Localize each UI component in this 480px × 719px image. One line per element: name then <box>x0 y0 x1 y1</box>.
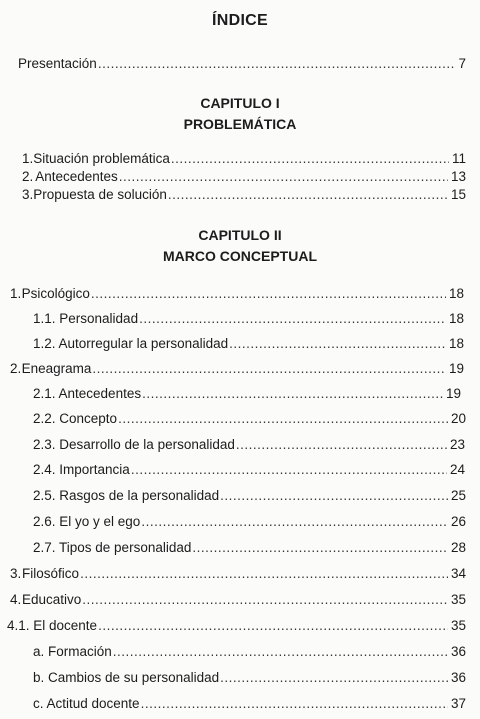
toc-entry-label: Educativo <box>21 592 82 607</box>
toc-entry-page: 28 <box>450 540 466 555</box>
toc-entry-page: 26 <box>450 514 466 529</box>
toc-entry <box>33 437 465 452</box>
toc-entry-page: 13 <box>450 169 466 184</box>
toc-entry <box>10 286 464 301</box>
toc-entry-label: a. Formación <box>33 644 112 659</box>
toc-entry <box>33 644 466 659</box>
toc-entry-label: 2.3. Desarrollo de la personalidad <box>33 437 235 452</box>
toc-entry <box>33 411 466 426</box>
dot-leader <box>171 151 449 166</box>
toc-entry-label: Propuesta de solución <box>33 187 167 202</box>
toc-entry <box>33 311 464 326</box>
dot-leader <box>168 187 448 202</box>
toc-entry-page: 25 <box>450 488 466 503</box>
toc-entry-label: Psicológico <box>21 286 90 301</box>
toc-entry-label: Eneagrama <box>21 361 92 376</box>
toc-entry-page: 18 <box>448 311 464 326</box>
toc-entry-page: 20 <box>450 411 466 426</box>
toc-entry <box>33 488 466 503</box>
chapter-1-subheading: PROBLEMÁTICA <box>183 116 297 132</box>
toc-entry-label: 2.2. Concepto <box>33 411 118 426</box>
dot-leader <box>141 514 448 529</box>
toc-entry-page: 18 <box>448 286 464 301</box>
toc-entry <box>10 592 466 607</box>
toc-entry-number: 4. <box>10 592 22 607</box>
toc-entry <box>33 514 466 529</box>
toc-entry <box>33 462 465 477</box>
toc-entry-number: 2. <box>10 361 22 376</box>
dot-leader <box>220 488 448 503</box>
toc-entry <box>22 151 466 166</box>
toc-entry-page: 24 <box>449 462 465 477</box>
toc-entry <box>10 361 464 376</box>
dot-leader <box>118 411 448 426</box>
toc-entry-presentation <box>18 56 466 71</box>
toc-entry-number: 1. <box>22 151 34 166</box>
dot-leader <box>119 169 448 184</box>
toc-entry-label: b. Cambios de su personalidad <box>33 670 220 685</box>
toc-entry-page: 15 <box>450 187 466 202</box>
dot-leader <box>141 696 448 711</box>
toc-entry-label: Presentación <box>18 56 97 71</box>
toc-entry-number: 3. <box>22 187 34 202</box>
toc-entry <box>22 187 466 202</box>
chapter-1-heading: CAPITULO I <box>200 95 280 111</box>
toc-entry-page: 35 <box>450 592 466 607</box>
toc-entry-label: 1.2. Autorregular la personalidad <box>33 336 229 351</box>
toc-entry <box>33 670 466 685</box>
toc-entry-number: 1. <box>10 286 22 301</box>
dot-leader <box>142 386 443 401</box>
dot-leader <box>220 670 448 685</box>
toc-entry-label: 2.5. Rasgos de la personalidad <box>33 488 220 503</box>
toc-entry <box>10 566 466 581</box>
toc-entry-page: 11 <box>451 151 466 166</box>
dot-leader <box>131 462 447 477</box>
toc-entry-label: Filosófico <box>22 566 80 581</box>
toc-entry <box>22 169 466 184</box>
dot-leader <box>229 336 446 351</box>
toc-entry <box>33 540 466 555</box>
toc-entry-page: 36 <box>450 644 466 659</box>
dot-leader <box>98 618 448 633</box>
toc-entry <box>33 336 464 351</box>
toc-entry-label: 2.6. El yo y el ego <box>33 514 141 529</box>
toc-entry-page: 19 <box>445 386 461 401</box>
toc-entry-page: 18 <box>448 336 464 351</box>
toc-entry <box>7 618 466 633</box>
toc-entry-label: 1.1. Personalidad <box>33 311 139 326</box>
toc-entry-label: 2.7. Tipos de personalidad <box>33 540 192 555</box>
toc-entry-number: 3. <box>10 566 22 581</box>
toc-entry-page: 37 <box>450 696 466 711</box>
toc-entry-label: Antecedentes <box>35 169 118 184</box>
dot-leader <box>92 361 446 376</box>
toc-entry-label: 2.4. Importancia <box>33 462 130 477</box>
toc-entry-label: c. Actitud docente <box>33 696 140 711</box>
toc-entry-label: 4.1. El docente <box>7 618 98 633</box>
dot-leader <box>139 311 446 326</box>
dot-leader <box>80 566 448 581</box>
toc-entry <box>33 386 461 401</box>
dot-leader <box>113 644 448 659</box>
toc-entry-page: 35 <box>450 618 466 633</box>
dot-leader <box>236 437 447 452</box>
page-title: ÍNDICE <box>211 12 269 29</box>
dot-leader <box>91 286 446 301</box>
chapter-2-heading: CAPITULO II <box>198 227 282 243</box>
toc-entry-number: 2. <box>22 169 34 184</box>
dot-leader <box>192 540 448 555</box>
toc-entry-page: 19 <box>448 361 464 376</box>
chapter-2-subheading: MARCO CONCEPTUAL <box>163 248 317 264</box>
toc-entry-page: 7 <box>458 56 466 71</box>
toc-entry-label: Situación problemática <box>33 151 170 166</box>
toc-entry <box>33 696 466 711</box>
toc-entry-page: 36 <box>450 670 466 685</box>
dot-leader <box>82 592 448 607</box>
dot-leader <box>98 56 456 71</box>
toc-entry-label: 2.1. Antecedentes <box>33 386 142 401</box>
toc-entry-page: 34 <box>450 566 466 581</box>
toc-entry-page: 23 <box>449 437 465 452</box>
